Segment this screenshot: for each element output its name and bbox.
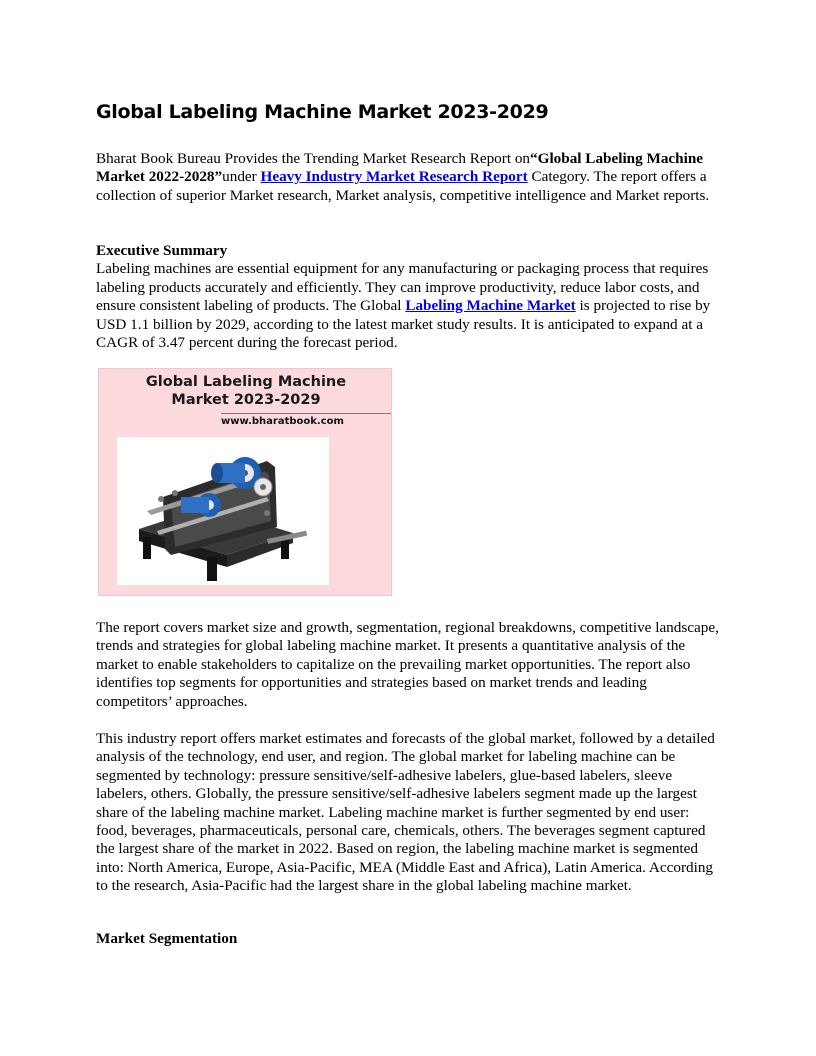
- labeling-machine-illustration: [117, 437, 329, 585]
- intro-paragraph: [96, 150, 724, 205]
- report-banner-image: [98, 368, 392, 596]
- executive-summary-heading: Executive Summary: [96, 242, 228, 259]
- segments-paragraph: This industry report offers market estimates and forecasts of the global market, followed by a detailed analysis of the technology, end user, and region. The global market for labeling machine can be segmented by technology: pressure sensitive/self-adhesive labelers, glue-based labelers, sleeve labelers, others. Globally, the pressure sensitive/self-adhesive labelers segment made up the largest share of the labeling machine market. Labeling machine market is further segmented by end user: food, beverages, pharmaceuticals, personal care, chemicals, others. The beverages segment captured the largest share of the market in 2022. Based on region, the labeling machine market is segmented into: North America, Europe, Asia-Pacific, MEA (Middle East and Africa), Latin America. According to the research, Asia-Pacific had the largest share in the global labeling machine market.: [96, 730, 715, 895]
- executive-summary-before-link: Labeling machines are essential equipment for any manufacturing or packaging process that requires labeling products accurately and efficiently. They can improve productivity, reduce labor costs, and ensure consistent labeling of products. The Global: [96, 260, 709, 315]
- intro-suffix: Category. The report offers a collection of superior Market research, Market analysis, competitive intelligence and Market reports.: [96, 168, 710, 204]
- executive-summary-section: [96, 242, 724, 352]
- executive-summary-after-link: is projected to rise by USD 1.1 billion by 2029, according to the latest market study results. It is anticipated to expand at a CAGR of 3.47 percent during the forecast period.: [96, 297, 711, 352]
- banner-title-line-2: Market 2023-2029: [171, 392, 321, 408]
- intro-prefix: Bharat Book Bureau Provides the Trending Market Research Report on: [96, 150, 531, 167]
- banner-divider: [221, 413, 391, 414]
- category-link[interactable]: Heavy Industry Market Research Report: [260, 168, 528, 186]
- labeling-machine-market-link[interactable]: Labeling Machine Market: [405, 297, 576, 315]
- report-name: “Global Labeling Machine Market 2022-2028”: [96, 150, 704, 186]
- page-title: Global Labeling Machine Market 2023-2029: [96, 101, 549, 123]
- intro-under: under: [222, 168, 261, 186]
- executive-summary-text: [96, 260, 724, 352]
- banner-title: [99, 373, 393, 409]
- banner-url: www.bharatbook.com: [221, 416, 344, 427]
- banner-title-line-1: Global Labeling Machine: [145, 374, 347, 390]
- market-segmentation-heading: Market Segmentation: [96, 930, 238, 947]
- coverage-paragraph: The report covers market size and growth, segmentation, regional breakdowns, competitive landscape, trends and strategies for global labeling machine market. It presents a quantitative analysis of the market to enable stakeholders to capitalize on the prevailing market opportunities. The report also identifies top segments for opportunities and strategies based on market trends and leading competitors’ approaches.: [96, 619, 719, 710]
- labeling-machine-photo: [117, 437, 329, 585]
